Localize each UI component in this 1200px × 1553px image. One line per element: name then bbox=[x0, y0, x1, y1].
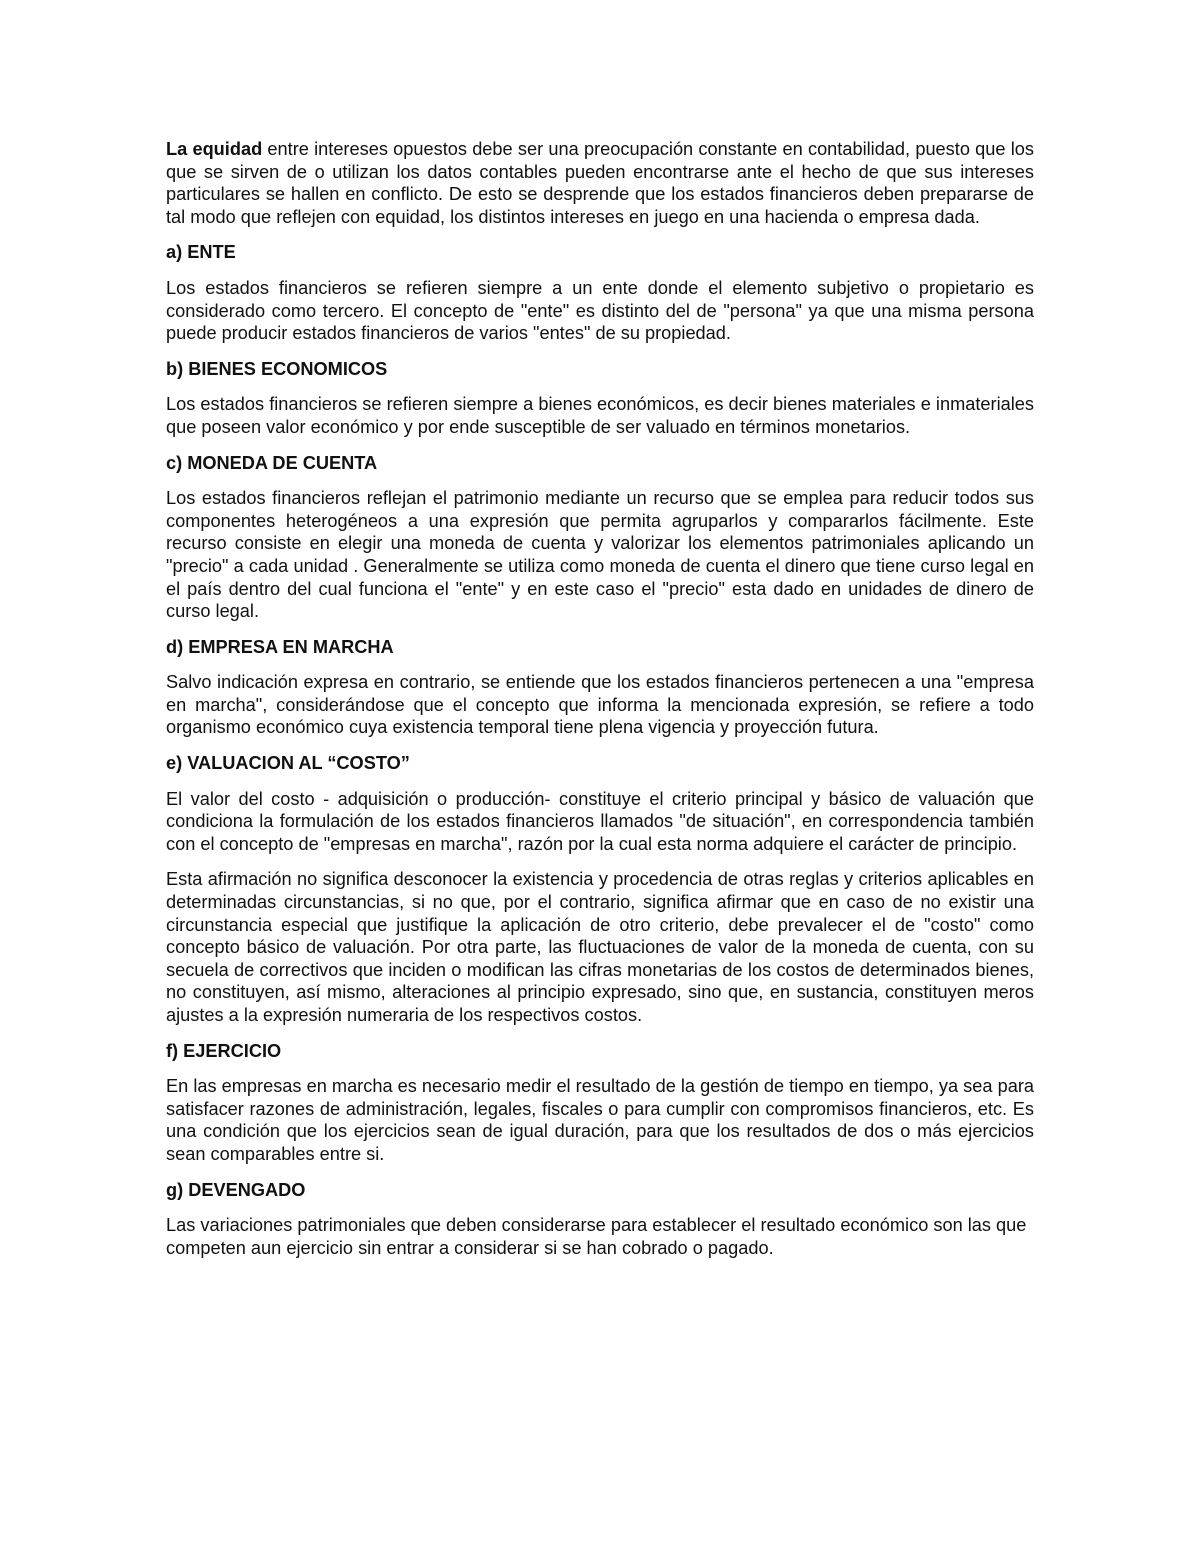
paragraph-ejercicio: En las empresas en marcha es necesario medir el resultado de la gestión de tiempo en tiempo, ya sea para satisfacer razones de administración, legales, fiscales o para cumplir con compromisos financieros, etc. Es una condición que los ejercicios sean de igual duración, para que los resultados de dos o más ejercicios sean comparables entre si. bbox=[166, 1076, 1034, 1164]
paragraph-moneda-de-cuenta: Los estados financieros reflejan el patrimonio mediante un recurso que se emplea para reducir todos sus componentes heterogéneos a una expresión que permita agruparlos y compararlos fácilmente. Este recurso consiste en elegir una moneda de cuenta y valorizar los elementos patrimoniales aplicando un "precio" a cada unidad . Generalmente se utiliza como moneda de cuenta el dinero que tiene curso legal en el país dentro del cual funciona el "ente" y en este caso el "precio" esta dado en unidades de dinero de curso legal. bbox=[166, 488, 1034, 622]
heading-ejercicio: f) EJERCICIO bbox=[166, 1040, 282, 1061]
paragraph-ente: Los estados financieros se refieren siempre a un ente donde el elemento subjetivo o propietario es considerado como tercero. El concepto de "ente" es distinto del de "persona" ya que una misma persona puede producir estados financieros de varios "entes" de su propiedad. bbox=[166, 277, 1034, 344]
paragraph-empresa-en-marcha: Salvo indicación expresa en contrario, se entiende que los estados financieros pertenecen a una "empresa en marcha", considerándose que el concepto que informa la mencionada expresión, se refiere a todo organismo económico cuya existencia temporal tiene plena vigencia y proyección futura. bbox=[166, 672, 1034, 738]
heading-devengado: g) DEVENGADO bbox=[166, 1179, 306, 1200]
heading-moneda-de-cuenta: c) MONEDA DE CUENTA bbox=[166, 452, 378, 473]
paragraph-valuacion-al-costo-1: El valor del costo - adquisición o producción- constituye el criterio principal y básico de valuación que condiciona la formulación de los estados financieros llamados "de situación", en correspondencia también con el concepto de "empresas en marcha", razón por la cual esta norma adquiere el carácter de principio. bbox=[166, 788, 1034, 854]
document-page bbox=[166, 138, 1034, 1272]
heading-ente: a) ENTE bbox=[166, 242, 236, 263]
paragraph-devengado: Las variaciones patrimoniales que deben considerarse para establecer el resultado económico son las que competen aun ejercicio sin entrar a considerar si se han cobrado o pagado. bbox=[166, 1215, 1027, 1258]
paragraph-valuacion-al-costo-2: Esta afirmación no significa desconocer la existencia y procedencia de otras reglas y criterios aplicables en determinadas circunstancias, si no que, por el contrario, significa afirmar que en caso de no existir una circunstancia especial que justifique la aplicación de otro criterio, debe prevalecer el de "costo" como concepto básico de valuación. Por otra parte, las fluctuaciones de valor de la moneda de cuenta, con su secuela de correctivos que inciden o modifican las cifras monetarias de los costos de determinados bienes, no constituyen, así mismo, alteraciones al principio expresado, sino que, en sustancia, constituyen meros ajustes a la expresión numeraria de los respectivos costos. bbox=[166, 869, 1034, 1025]
intro-lead: La equidad bbox=[166, 139, 263, 159]
heading-empresa-en-marcha: d) EMPRESA EN MARCHA bbox=[166, 636, 394, 657]
intro-paragraph bbox=[166, 138, 1034, 228]
heading-valuacion-al-costo: e) VALUACION AL “COSTO” bbox=[166, 753, 410, 774]
paragraph-bienes-economicos: Los estados financieros se refieren siempre a bienes económicos, es decir bienes materiales e inmateriales que poseen valor económico y por ende susceptible de ser valuado en términos monetarios. bbox=[166, 394, 1034, 437]
heading-bienes-economicos: b) BIENES ECONOMICOS bbox=[166, 358, 388, 379]
intro-text: entre intereses opuestos debe ser una preocupación constante en contabilidad, puesto que los que se sirven de o utilizan los datos contables pueden encontrarse ante el hecho de que sus intereses particulares se hallen en conflicto. De esto se desprende que los estados financieros deben prepararse de tal modo que reflejen con equidad, los distintos intereses en juego en una hacienda o empresa dada. bbox=[166, 139, 1034, 227]
